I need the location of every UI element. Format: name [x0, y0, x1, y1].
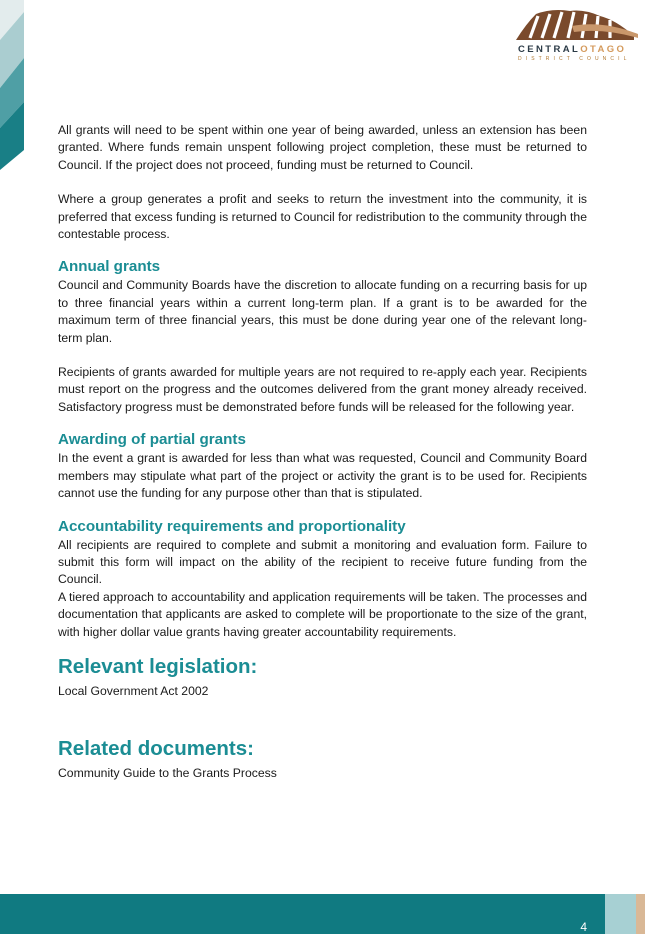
heading-annual-grants: Annual grants — [58, 258, 161, 276]
heading-related-documents: Related documents: — [58, 737, 254, 761]
left-decorative-stripe — [0, 0, 24, 170]
logo-word-central: CENTRAL — [518, 44, 581, 55]
logo-subtitle: DISTRICT COUNCIL — [518, 56, 631, 62]
heading-accountability: Accountability requirements and proportionality — [58, 517, 406, 535]
heading-partial-grants: Awarding of partial grants — [58, 431, 246, 449]
footer-accent-block — [605, 894, 636, 934]
council-logo — [512, 6, 640, 62]
paragraph-annual-recipients: Recipients of grants awarded for multiple years are not required to re-apply each year. Recipients must report on the progress and the outcomes delivered from the grant money already received. Satisfactory progress must be demonstrated before funds will be released for the following year. — [58, 365, 587, 414]
document-body — [58, 122, 587, 783]
mountains-logo-icon — [512, 6, 640, 42]
page-number: 4 — [580, 920, 587, 934]
paragraph-partial-grants: In the event a grant is awarded for less than what was requested, Council and Community Board members may stipulate what part of the project or activity the grant is to be used for. Recipients cannot use the funding for any purpose other than that is stipulated. — [58, 451, 587, 501]
logo-word-otago: OTAGO — [580, 44, 627, 55]
heading-relevant-legislation: Relevant legislation: — [58, 654, 258, 678]
legislation-text: Local Government Act 2002 — [58, 683, 209, 698]
paragraph-profit-return: Where a group generates a profit and seeks to return the investment into the community, it is preferred that excess funding is returned to Council for redistribution to the community through the contestable process. — [58, 192, 587, 242]
footer-bar — [0, 894, 605, 934]
related-documents-text: Community Guide to the Grants Process — [58, 766, 277, 781]
paragraph-accountability-tiered: A tiered approach to accountability and application requirements will be taken. The processes and documentation that applicants are asked to complete will be proportionate to the size of the grant, with higher dollar value grants having greater accountability requirements. — [58, 589, 587, 639]
paragraph-annual-discretion: Council and Community Boards have the discretion to allocate funding on a recurring basis for up to three financial years within a current long-term plan. If a grant is to be awarded for the maximum term of three financial years, this must be done during year one of the relevant long-term plan. — [58, 278, 587, 345]
paragraph-accountability-monitoring: All recipients are required to complete and submit a monitoring and evaluation form. Failure to submit this form will impact on the ability of the recipient to receive future funding from the Council. — [58, 537, 587, 587]
paragraph-grant-spending: All grants will need to be spent within one year of being awarded, unless an extension has been granted. Where funds remain unspent following project completion, these must be returned to Council. If the project does not proceed, funding must be returned to Council. — [58, 123, 587, 172]
footer-edge-block — [636, 894, 645, 934]
logo-wordmark — [518, 44, 626, 55]
